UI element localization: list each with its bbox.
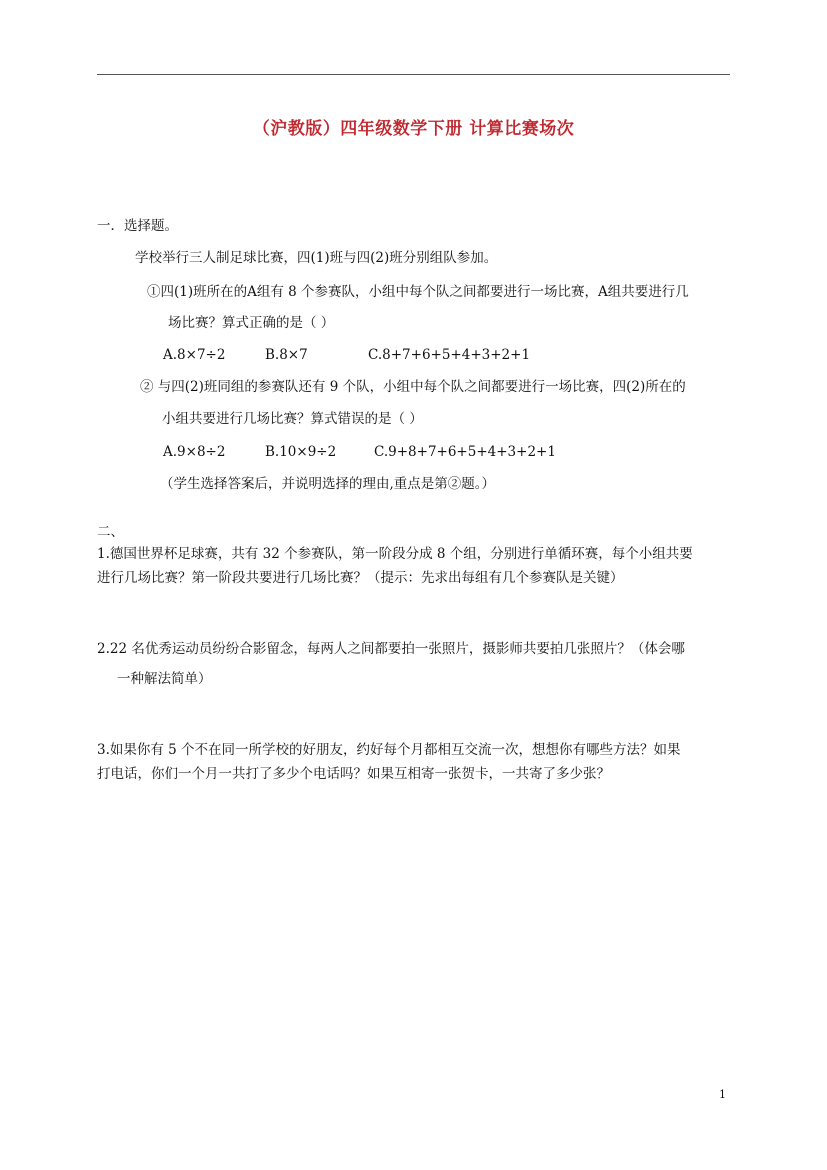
question1-option-b: B.8×7 (265, 347, 308, 363)
question2-option-a: A.9×8÷2 (163, 444, 226, 460)
section1-heading: 一．选择题。 (97, 218, 178, 234)
problem1-line1: 1.德国世界杯足球赛，共有 32 个参赛队，第一阶段分成 8 个组，分别进行单循环赛，每个小组共要 (97, 546, 693, 562)
question2-option-c: C.9+8+7+6+5+4+3+2+1 (374, 444, 556, 460)
question1-line1: ①四(1)班所在的A组有 8 个参赛队，小组中每个队之间都要进行一场比赛，A组共要进行几 (147, 284, 689, 300)
header-rule (97, 74, 730, 75)
section1-intro: 学校举行三人制足球比赛，四(1)班与四(2)班分别组队参加。 (135, 250, 498, 266)
problem1-line2: 进行几场比赛？第一阶段共要进行几场比赛？（提示：先求出每组有几个参赛队是关键） (97, 570, 624, 586)
question2-line2: 小组共要进行几场比赛？算式错误的是（ ） (162, 411, 423, 427)
question2-line1: ② 与四(2)班同组的参赛队还有 9 个队，小组中每个队之间都要进行一场比赛，四(2)所在的 (140, 379, 686, 395)
problem3-line1: 3.如果你有 5 个不在同一所学校的好朋友，约好每个月都相互交流一次，想想你有哪些方法？如果 (97, 742, 681, 758)
question2-option-b: B.10×9÷2 (265, 444, 337, 460)
problem3-line2: 打电话，你们一个月一共打了多少个电话吗？如果互相寄一张贺卡，一共寄了多少张？ (97, 766, 610, 782)
question1-option-a: A.8×7÷2 (163, 347, 226, 363)
teacher-note: （学生选择答案后，并说明选择的理由,重点是第②题。） (160, 476, 496, 492)
page-number: 1 (719, 1088, 726, 1101)
question1-option-c: C.8+7+6+5+4+3+2+1 (368, 347, 531, 363)
page-title: （沪教版）四年级数学下册 计算比赛场次 (252, 119, 575, 139)
question1-line2: 场比赛？算式正确的是（ ） (168, 315, 335, 331)
section2-heading: 二、 (97, 524, 124, 540)
problem2-line2: 一种解法简单） (117, 671, 212, 687)
problem2-line1: 2.22 名优秀运动员纷纷合影留念，每两人之间都要拍一张照片，摄影师共要拍几张照片？（体会哪 (97, 641, 685, 657)
